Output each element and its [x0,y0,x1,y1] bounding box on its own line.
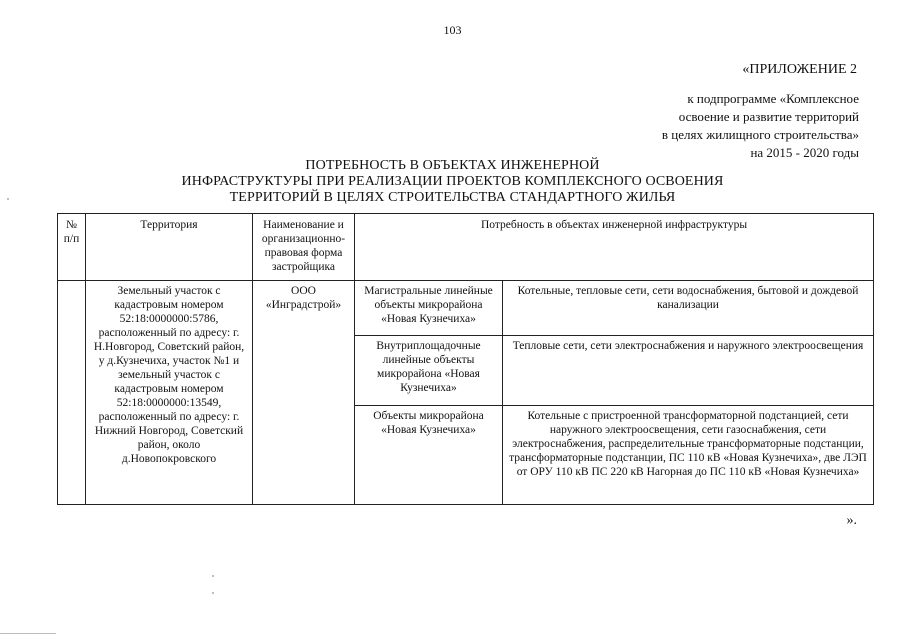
header-territory: Территория [86,214,253,281]
document-title-line: ИНФРАСТРУКТУРЫ ПРИ РЕАЛИЗАЦИИ ПРОЕКТОВ КОМПЛЕКСНОГО ОСВОЕНИЯ [181,174,724,189]
appendix-reference-line: к подпрограмме «Комплексное [687,91,859,106]
document-title-line: ПОТРЕБНОСТЬ В ОБЪЕКТАХ ИНЖЕНЕРНОЙ [305,158,600,173]
cell-need: Котельные с пристроенной трансформаторной подстанцией, сети наружного электроосвещения, сети газоснабжения, сети электроснабжения, распределительные трансформаторные подстанции, трансформаторные подстанции, ПС 110 кВ «Новая Кузнечиха», две ЛЭП от ОРУ 110 кВ ПС 220 кВ Нагорная до ПС 110 кВ «Новая Кузнечиха» [503,406,874,505]
appendix-reference [662,90,859,162]
scan-artifact-dot [7,198,9,200]
cell-developer: ООО «Инградстрой» [253,281,355,505]
table-header-row [58,214,874,281]
appendix-reference-line: освоение и развитие территорий [678,109,859,124]
cell-territory: Земельный участок с кадастровым номером 52:18:0000000:5786, расположенный по адресу: г. Н.Новгород, Советский район, у д.Кузнечиха, участок №1 и земельный участок с кадастровым номером 52:18:0000000:13549, расположенный по адресу: г. Нижний Новгород, Советский район, около д.Новопокровского [86,281,253,505]
header-developer: Наименование и организационно-правовая форма застройщика [253,214,355,281]
cell-object: Внутриплощадочные линейные объекты микрорайона «Новая Кузнечиха» [355,336,503,406]
cell-need: Котельные, тепловые сети, сети водоснабжения, бытовой и дождевой канализации [503,281,874,336]
document-title-line: ТЕРРИТОРИЙ В ЦЕЛЯХ СТРОИТЕЛЬСТВА СТАНДАРТНОГО ЖИЛЬЯ [229,190,676,205]
header-needs: Потребность в объектах инженерной инфраструктуры [355,214,874,281]
scan-artifact-dot [212,592,214,594]
appendix-reference-line: на 2015 - 2020 годы [750,145,859,160]
appendix-title: «ПРИЛОЖЕНИЕ 2 [742,62,857,77]
page-number: 103 [443,23,462,37]
cell-object: Объекты микрорайона «Новая Кузнечиха» [355,406,503,505]
scan-artifact-line [0,633,56,634]
cell-number [58,281,86,505]
scan-artifact-dot [212,575,214,577]
infrastructure-needs-table [57,213,874,505]
table-row [58,281,874,336]
appendix-reference-line: в целях жилищного строительства» [661,127,859,142]
closing-quote: ». [846,513,857,528]
cell-need: Тепловые сети, сети электроснабжения и наружного электроосвещения [503,336,874,406]
document-title [0,158,905,206]
cell-object: Магистральные линейные объекты микрорайона «Новая Кузнечиха» [355,281,503,336]
header-number: № п/п [58,214,86,281]
